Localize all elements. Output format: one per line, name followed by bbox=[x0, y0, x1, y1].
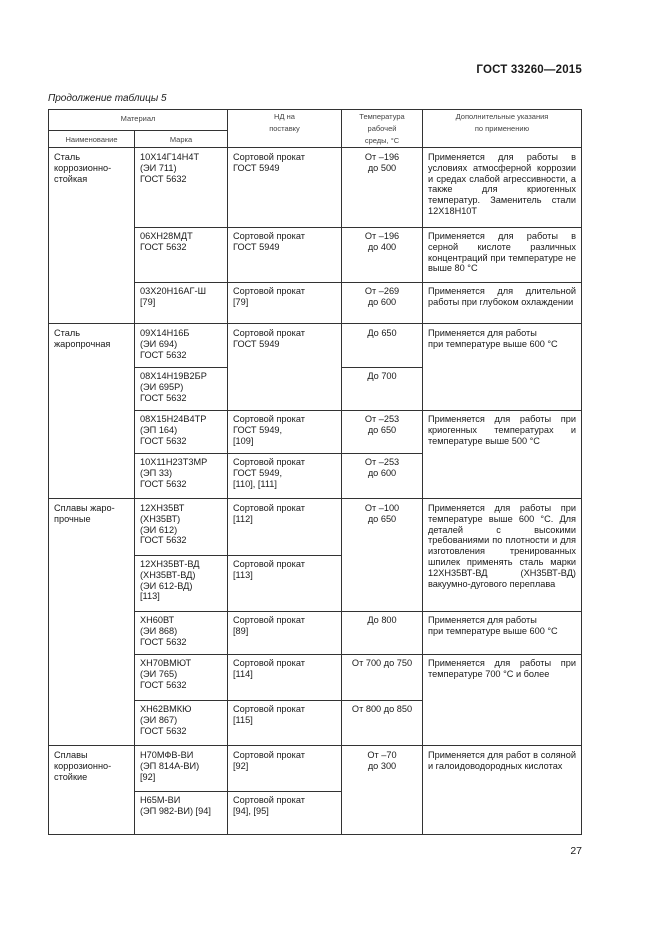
grade-column bbox=[134, 499, 227, 746]
table-caption: Продолжение таблицы 5 bbox=[48, 93, 167, 104]
note-cell: Применяется для работы при температуре 700 °С и более bbox=[428, 658, 576, 679]
nd-cell: Сортовой прокат ГОСТ 5949, [110], [111] bbox=[233, 457, 305, 489]
header-nd: НД на поставку bbox=[227, 110, 341, 148]
grade-column bbox=[134, 148, 227, 324]
note-cell: Применяется для работы в условиях атмосферной коррозии и средах слабой агрессивности, а также для криогенных температур. Заменитель стали 12Х18Н10Т bbox=[428, 152, 576, 216]
grade-cell: 08Х15Н24В4ТР (ЭП 164) ГОСТ 5632 bbox=[140, 414, 207, 446]
temp-cell: От –196 до 400 bbox=[364, 231, 400, 252]
nd-cell: Сортовой прокат ГОСТ 5949 bbox=[233, 231, 305, 252]
notes-column bbox=[422, 324, 582, 499]
temp-cell: От –100 до 650 bbox=[364, 503, 400, 524]
standard-number: ГОСТ 33260—2015 bbox=[476, 64, 582, 76]
grade-cell: 08Х14Н19В2БР (ЭИ 695Р) ГОСТ 5632 bbox=[140, 371, 207, 403]
note-cell: Применяется для работы при температуре выше 600 °С bbox=[428, 328, 558, 349]
nd-cell: Сортовой прокат [92] bbox=[233, 750, 305, 771]
temp-cell: До 700 bbox=[367, 371, 397, 381]
nd-cell: Сортовой прокат [89] bbox=[233, 615, 305, 636]
temp-column bbox=[341, 324, 422, 499]
note-cell: Применяется для работы при криогенных температурах и температуре выше 500 °С bbox=[428, 414, 576, 446]
table-group bbox=[48, 147, 582, 324]
notes-column bbox=[422, 746, 582, 834]
table-group bbox=[48, 323, 582, 499]
grade-column bbox=[134, 746, 227, 834]
nd-cell: Сортовой прокат [115] bbox=[233, 704, 305, 725]
temp-cell: От 700 до 750 bbox=[351, 658, 413, 668]
table-group bbox=[48, 745, 582, 835]
notes-column bbox=[422, 148, 582, 324]
grade-cell: 09Х14Н16Б (ЭИ 694) ГОСТ 5632 bbox=[140, 328, 190, 360]
grade-cell: 12ХН35ВТ (ХН35ВТ) (ЭИ 612) ГОСТ 5632 bbox=[140, 503, 187, 546]
temp-cell: От –269 до 600 bbox=[364, 286, 400, 307]
header-notes: Дополнительные указания по применению bbox=[422, 110, 582, 148]
grade-cell: Н70МФВ-ВИ (ЭП 814А-ВИ) [92] bbox=[140, 750, 200, 782]
temp-cell: До 800 bbox=[367, 615, 397, 625]
group-name: Сталь жаропрочная bbox=[48, 324, 134, 499]
header-grade: Марка bbox=[134, 131, 227, 148]
grade-cell: ХН60ВТ (ЭИ 868) ГОСТ 5632 bbox=[140, 615, 187, 647]
nd-column bbox=[227, 499, 341, 746]
grade-column bbox=[134, 324, 227, 499]
page-number: 27 bbox=[570, 845, 582, 857]
nd-cell: Сортовой прокат [112] bbox=[233, 503, 305, 524]
nd-cell: Сортовой прокат [79] bbox=[233, 286, 305, 307]
group-name: Сплавы коррозионно- стойкие bbox=[48, 746, 134, 834]
nd-cell: Сортовой прокат ГОСТ 5949 bbox=[233, 328, 305, 349]
nd-column bbox=[227, 324, 341, 499]
grade-cell: ХН62ВМКЮ (ЭИ 867) ГОСТ 5632 bbox=[140, 704, 192, 736]
grade-cell: 10Х11Н23Т3МР (ЭП 33) ГОСТ 5632 bbox=[140, 457, 208, 489]
note-cell: Применяется для длительной работы при глубоком охлаждении bbox=[428, 286, 576, 307]
note-cell: Применяется для работы при температуре выше 600 °С. Для деталей с высокими требованиями по плотности и для изготовления тренированных шпилек применять сталь марки 12ХН35ВТ-ВД (ХН35ВТ-ВД) вакуумно-дугового переплава bbox=[428, 503, 576, 589]
nd-cell: Сортовой прокат [113] bbox=[233, 559, 305, 580]
nd-column bbox=[227, 148, 341, 324]
grade-cell: Н65М-ВИ (ЭП 982-ВИ) [94] bbox=[140, 795, 211, 816]
nd-column bbox=[227, 746, 341, 834]
grade-cell: 03Х20Н16АГ-Ш [79] bbox=[140, 286, 207, 307]
nd-cell: Сортовой прокат ГОСТ 5949 bbox=[233, 152, 305, 173]
grade-cell: ХН70ВМЮТ (ЭИ 765) ГОСТ 5632 bbox=[140, 658, 192, 690]
header-temp: Температура рабочей среды, °С bbox=[341, 110, 422, 148]
temp-cell: От –253 до 650 bbox=[364, 414, 400, 435]
temp-column bbox=[341, 746, 422, 834]
nd-cell: Сортовой прокат [94], [95] bbox=[233, 795, 305, 816]
grade-cell: 10Х14Г14Н4Т (ЭИ 711) ГОСТ 5632 bbox=[140, 152, 200, 184]
temp-column bbox=[341, 148, 422, 324]
table-group bbox=[48, 498, 582, 746]
temp-column bbox=[341, 499, 422, 746]
nd-cell: Сортовой прокат [114] bbox=[233, 658, 305, 679]
temp-cell: От –70 до 300 bbox=[367, 750, 397, 771]
table-header bbox=[48, 109, 582, 148]
temp-cell: От –253 до 600 bbox=[364, 457, 400, 478]
group-name: Сплавы жаро- прочные bbox=[48, 499, 134, 746]
notes-column bbox=[422, 499, 582, 746]
header-name: Наименование bbox=[48, 131, 134, 148]
temp-cell: До 650 bbox=[367, 328, 397, 338]
grade-cell: 12ХН35ВТ-ВД (ХН35ВТ-ВД) (ЭИ 612-ВД) [113] bbox=[140, 559, 200, 602]
header-material: Материал bbox=[48, 110, 227, 131]
temp-cell: От 800 до 850 bbox=[351, 704, 413, 714]
temp-cell: От –196 до 500 bbox=[364, 152, 400, 173]
nd-cell: Сортовой прокат ГОСТ 5949, [109] bbox=[233, 414, 305, 446]
grade-cell: 06ХН28МДТ ГОСТ 5632 bbox=[140, 231, 193, 252]
note-cell: Применяется для работы в серной кислоте различных концентраций при температуре не выше 80 °С bbox=[428, 231, 576, 274]
group-name: Сталь коррозионно- стойкая bbox=[48, 148, 134, 324]
note-cell: Применяется для работы при температуре выше 600 °С bbox=[428, 615, 558, 636]
note-cell: Применяется для работ в соляной и галоидоводородных кислотах bbox=[428, 750, 576, 771]
